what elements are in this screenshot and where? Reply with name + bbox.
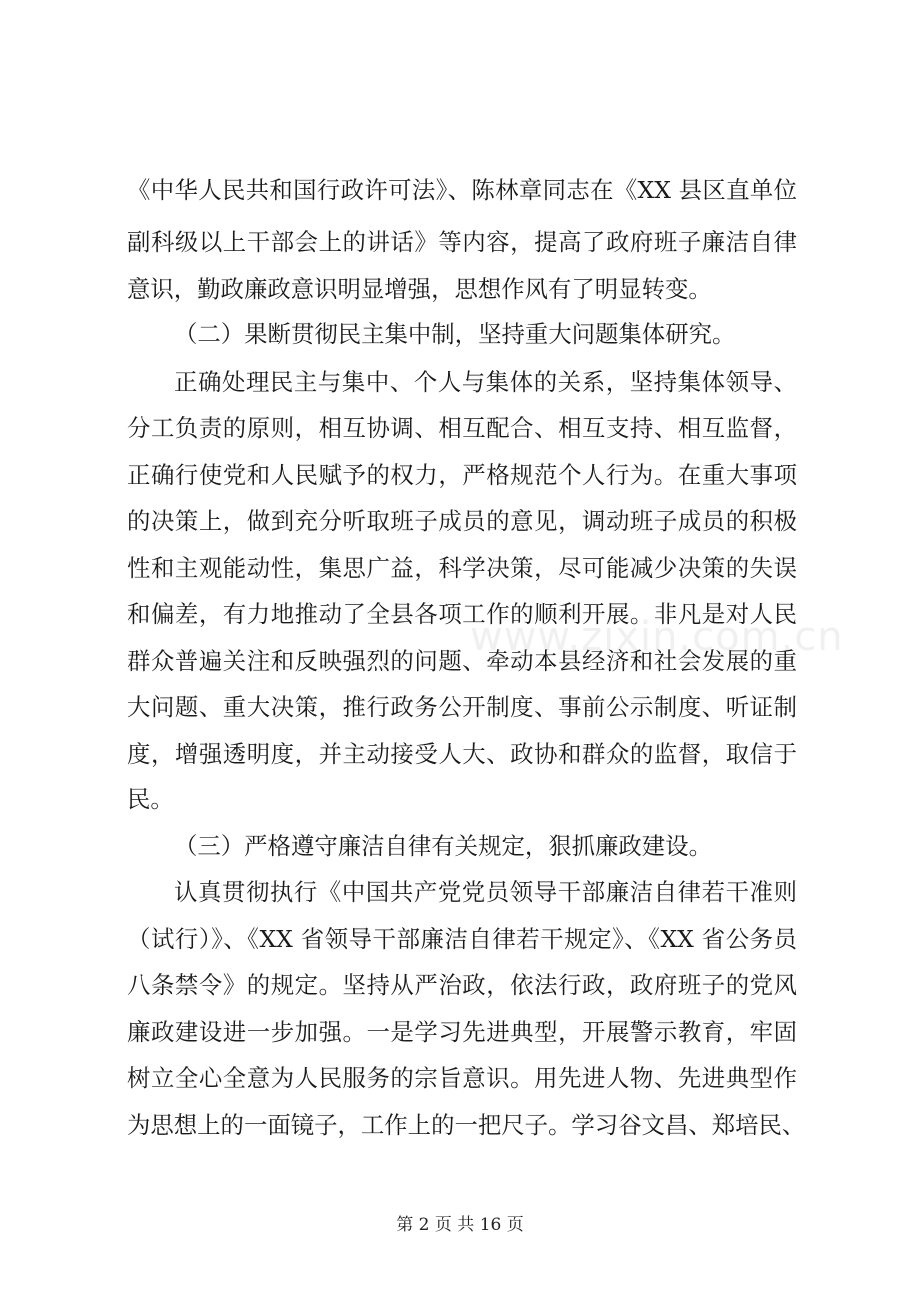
- text-line: 大问题、重大决策，推行政务公开制度、事前公示制度、听证制: [127, 693, 797, 721]
- text-line: 正确行使党和人民赋予的权力，严格规范个人行为。在重大事项: [127, 461, 797, 489]
- text-line: 分工负责的原则，相互协调、相互配合、相互支持、相互监督，: [127, 414, 797, 442]
- text-line: 性和主观能动性，集思广益，科学决策，尽可能减少决策的失误: [127, 554, 797, 582]
- text-line: 副科级以上干部会上的讲话》等内容，提高了政府班子廉洁自律: [127, 228, 797, 256]
- page-footer: 第 2 页 共 16 页: [396, 1215, 524, 1235]
- text-line: 认真贯彻执行《中国共产党党员领导干部廉洁自律若干准则: [174, 878, 797, 906]
- text-line: 《中华人民共和国行政许可法》、陈林章同志在《XX 县区直单位: [127, 176, 797, 204]
- section-heading: （二）果断贯彻民主集中制，坚持重大问题集体研究。: [174, 320, 736, 348]
- text-line: 八条禁令》的规定。坚持从严治政，依法行政，政府班子的党风: [127, 971, 797, 999]
- text-line: 和偏差，有力地推动了全县各项工作的顺利开展。非凡是对人民: [127, 600, 797, 628]
- text-line: （试行）》、《XX 省领导干部廉洁自律若干规定》、《XX 省公务员: [127, 925, 797, 953]
- text-line: 民。: [127, 785, 174, 813]
- text-line: 为思想上的一面镜子，工作上的一把尺子。学习谷文昌、郑培民、: [127, 1111, 806, 1139]
- text-line: 廉政建设进一步加强。一是学习先进典型，开展警示教育，牢固: [127, 1018, 797, 1046]
- text-line: 意识，勤政廉政意识明显增强，思想作风有了明显转变。: [127, 275, 712, 303]
- text-line: 正确处理民主与集中、个人与集体的关系，坚持集体领导、: [174, 368, 797, 396]
- section-heading: （三）严格遵守廉洁自律有关规定，狠抓廉政建设。: [174, 832, 712, 860]
- text-line: 群众普遍关注和反映强烈的问题、牵动本县经济和社会发展的重: [127, 647, 797, 675]
- watermark: www.zixin.com.cn: [470, 614, 844, 660]
- text-line: 的决策上，做到充分听取班子成员的意见，调动班子成员的积极: [127, 507, 797, 535]
- text-line: 树立全心全意为人民服务的宗旨意识。用先进人物、先进典型作: [127, 1064, 797, 1092]
- text-line: 度，增强透明度，并主动接受人大、政协和群众的监督，取信于: [127, 740, 797, 768]
